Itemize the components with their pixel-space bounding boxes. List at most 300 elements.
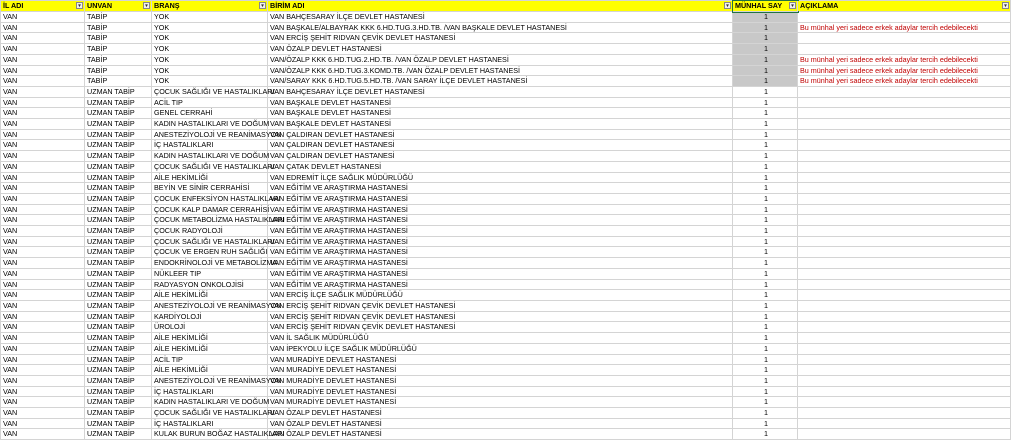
filter-dropdown-icon[interactable]: ▾ [789, 2, 796, 9]
cell-il[interactable]: VAN [1, 161, 85, 172]
cell-munhal[interactable]: 1 [733, 204, 798, 215]
cell-aciklama[interactable] [798, 311, 1011, 322]
cell-brans[interactable]: KULAK BURUN BOĞAZ HASTALIKLARI [152, 429, 268, 440]
cell-munhal[interactable]: 1 [733, 97, 798, 108]
cell-unvan[interactable]: UZMAN TABİP [85, 119, 152, 130]
cell-brans[interactable]: AİLE HEKİMLİĞİ [152, 333, 268, 344]
cell-il[interactable]: VAN [1, 365, 85, 376]
cell-unvan[interactable]: UZMAN TABİP [85, 418, 152, 429]
cell-aciklama[interactable] [798, 258, 1011, 269]
cell-brans[interactable]: KADIN HASTALIKLARI VE DOĞUM [152, 119, 268, 130]
table-body [1, 12, 1011, 440]
cell-munhal[interactable]: 1 [733, 322, 798, 333]
cell-aciklama[interactable] [798, 129, 1011, 140]
cell-munhal[interactable]: 1 [733, 354, 798, 365]
filter-dropdown-icon[interactable]: ▾ [143, 2, 150, 9]
cell-munhal[interactable]: 1 [733, 44, 798, 55]
cell-birim[interactable]: VAN EĞİTİM VE ARAŞTIRMA HASTANESİ [268, 193, 733, 204]
cell-birim[interactable]: VAN ERCİŞ ŞEHİT RIDVAN ÇEVİK DEVLET HASTANESİ [268, 33, 733, 44]
cell-unvan[interactable]: UZMAN TABİP [85, 226, 152, 237]
table-row [1, 236, 1011, 247]
cell-aciklama[interactable]: Bu münhal yeri sadece erkek adaylar tercih edebilecekti [798, 65, 1011, 76]
cell-brans[interactable]: ÇOCUK VE ERGEN RUH SAĞLIĞI [152, 247, 268, 258]
table-row [1, 375, 1011, 386]
table-row [1, 354, 1011, 365]
cell-il[interactable]: VAN [1, 97, 85, 108]
cell-birim[interactable]: VAN İPEKYOLU İLÇE SAĞLIK MÜDÜRLÜĞÜ [268, 343, 733, 354]
table-row [1, 151, 1011, 162]
cell-munhal[interactable]: 1 [733, 226, 798, 237]
cell-aciklama[interactable] [798, 429, 1011, 440]
cell-il[interactable]: VAN [1, 408, 85, 419]
cell-birim[interactable]: VAN EĞİTİM VE ARAŞTIRMA HASTANESİ [268, 236, 733, 247]
cell-unvan[interactable]: UZMAN TABİP [85, 172, 152, 183]
cell-aciklama[interactable] [798, 279, 1011, 290]
cell-brans[interactable]: BEYİN VE SİNİR CERRAHİSİ [152, 183, 268, 194]
cell-unvan[interactable]: UZMAN TABİP [85, 247, 152, 258]
table-row [1, 97, 1011, 108]
cell-brans[interactable]: ACİL TIP [152, 97, 268, 108]
cell-unvan[interactable]: UZMAN TABİP [85, 333, 152, 344]
cell-aciklama[interactable]: Bu münhal yeri sadece erkek adaylar tercih edebilecekti [798, 54, 1011, 65]
cell-unvan[interactable]: UZMAN TABİP [85, 129, 152, 140]
cell-aciklama[interactable] [798, 365, 1011, 376]
cell-aciklama[interactable] [798, 140, 1011, 151]
cell-unvan[interactable]: UZMAN TABİP [85, 161, 152, 172]
table-row [1, 226, 1011, 237]
cell-birim[interactable]: VAN MURADİYE DEVLET HASTANESİ [268, 365, 733, 376]
cell-birim[interactable]: VAN ÇALDIRAN DEVLET HASTANESİ [268, 140, 733, 151]
cell-munhal[interactable]: 1 [733, 258, 798, 269]
cell-aciklama[interactable]: Bu münhal yeri sadece erkek adaylar tercih edebilecekti [798, 76, 1011, 87]
cell-il[interactable]: VAN [1, 140, 85, 151]
cell-birim[interactable]: VAN EĞİTİM VE ARAŞTIRMA HASTANESİ [268, 247, 733, 258]
cell-il[interactable]: VAN [1, 119, 85, 130]
cell-birim[interactable]: VAN BAŞKALE DEVLET HASTANESİ [268, 97, 733, 108]
cell-il[interactable]: VAN [1, 108, 85, 119]
cell-birim[interactable]: VAN MURADİYE DEVLET HASTANESİ [268, 386, 733, 397]
cell-il[interactable]: VAN [1, 311, 85, 322]
cell-brans[interactable]: KADIN HASTALIKLARI VE DOĞUM [152, 151, 268, 162]
cell-il[interactable]: VAN [1, 215, 85, 226]
cell-birim[interactable]: VAN EĞİTİM VE ARAŞTIRMA HASTANESİ [268, 268, 733, 279]
cell-aciklama[interactable] [798, 333, 1011, 344]
cell-aciklama[interactable] [798, 215, 1011, 226]
cell-birim[interactable]: VAN ÇALDIRAN DEVLET HASTANESİ [268, 129, 733, 140]
cell-il[interactable]: VAN [1, 204, 85, 215]
cell-birim[interactable]: VAN/ÖZALP KKK 6.HD.TUG.3.KOMD.TB. /VAN ÖZALP DEVLET HASTANESİ [268, 65, 733, 76]
cell-birim[interactable]: VAN ÖZALP DEVLET HASTANESİ [268, 429, 733, 440]
cell-aciklama[interactable] [798, 33, 1011, 44]
cell-unvan[interactable]: UZMAN TABİP [85, 215, 152, 226]
cell-brans[interactable]: ANESTEZİYOLOJİ VE REANİMASYON [152, 300, 268, 311]
cell-birim[interactable]: VAN ÖZALP DEVLET HASTANESİ [268, 408, 733, 419]
cell-il[interactable]: VAN [1, 44, 85, 55]
table-row [1, 322, 1011, 333]
column-header-il[interactable] [1, 1, 85, 12]
cell-munhal[interactable]: 1 [733, 161, 798, 172]
column-header-munhal[interactable] [733, 1, 798, 12]
table-row [1, 418, 1011, 429]
cell-birim[interactable]: VAN BAŞKALE DEVLET HASTANESİ [268, 119, 733, 130]
table-row [1, 300, 1011, 311]
cell-munhal[interactable]: 1 [733, 408, 798, 419]
table-row [1, 365, 1011, 376]
cell-birim[interactable]: VAN ÖZALP DEVLET HASTANESİ [268, 44, 733, 55]
cell-il[interactable]: VAN [1, 226, 85, 237]
cell-il[interactable]: VAN [1, 386, 85, 397]
cell-birim[interactable]: VAN ÖZALP DEVLET HASTANESİ [268, 418, 733, 429]
cell-brans[interactable]: RADYASYON ONKOLOJİSİ [152, 279, 268, 290]
cell-unvan[interactable]: TABİP [85, 33, 152, 44]
cell-munhal[interactable]: 1 [733, 140, 798, 151]
column-header-aciklama[interactable] [798, 1, 1011, 12]
cell-munhal[interactable]: 1 [733, 333, 798, 344]
cell-aciklama[interactable] [798, 322, 1011, 333]
cell-birim[interactable]: VAN EĞİTİM VE ARAŞTIRMA HASTANESİ [268, 183, 733, 194]
cell-brans[interactable]: NÜKLEER TIP [152, 268, 268, 279]
cell-il[interactable]: VAN [1, 375, 85, 386]
table-row [1, 129, 1011, 140]
cell-birim[interactable]: VAN BAŞKALE DEVLET HASTANESİ [268, 108, 733, 119]
cell-il[interactable]: VAN [1, 65, 85, 76]
cell-unvan[interactable]: UZMAN TABİP [85, 108, 152, 119]
cell-brans[interactable]: AİLE HEKİMLİĞİ [152, 172, 268, 183]
cell-munhal[interactable]: 1 [733, 386, 798, 397]
cell-munhal[interactable]: 1 [733, 193, 798, 204]
cell-aciklama[interactable] [798, 300, 1011, 311]
cell-munhal[interactable]: 1 [733, 151, 798, 162]
cell-munhal[interactable]: 1 [733, 54, 798, 65]
cell-unvan[interactable]: UZMAN TABİP [85, 343, 152, 354]
table-row [1, 343, 1011, 354]
cell-brans[interactable]: YOK [152, 12, 268, 23]
cell-unvan[interactable]: UZMAN TABİP [85, 97, 152, 108]
cell-munhal[interactable]: 1 [733, 108, 798, 119]
cell-il[interactable]: VAN [1, 300, 85, 311]
table-row [1, 397, 1011, 408]
table-row [1, 429, 1011, 440]
cell-il[interactable]: VAN [1, 22, 85, 33]
cell-unvan[interactable]: UZMAN TABİP [85, 151, 152, 162]
table-row [1, 65, 1011, 76]
cell-unvan[interactable]: TABİP [85, 12, 152, 23]
cell-unvan[interactable]: UZMAN TABİP [85, 408, 152, 419]
table-row [1, 258, 1011, 269]
cell-birim[interactable]: VAN EĞİTİM VE ARAŞTIRMA HASTANESİ [268, 215, 733, 226]
header-row [1, 1, 1011, 12]
cell-il[interactable]: VAN [1, 76, 85, 87]
filter-dropdown-icon[interactable]: ▾ [76, 2, 83, 9]
cell-birim[interactable]: VAN ÇALDIRAN DEVLET HASTANESİ [268, 151, 733, 162]
cell-munhal[interactable]: 1 [733, 268, 798, 279]
cell-il[interactable]: VAN [1, 236, 85, 247]
cell-unvan[interactable]: UZMAN TABİP [85, 322, 152, 333]
table-row [1, 86, 1011, 97]
cell-birim[interactable]: VAN EĞİTİM VE ARAŞTIRMA HASTANESİ [268, 258, 733, 269]
cell-brans[interactable]: İÇ HASTALIKLARI [152, 386, 268, 397]
cell-brans[interactable]: ÇOCUK METABOLİZMA HASTALIKLARI [152, 215, 268, 226]
table-row [1, 290, 1011, 301]
cell-munhal[interactable]: 1 [733, 22, 798, 33]
cell-aciklama[interactable] [798, 226, 1011, 237]
cell-munhal[interactable]: 1 [733, 300, 798, 311]
cell-il[interactable]: VAN [1, 54, 85, 65]
table-row [1, 119, 1011, 130]
cell-birim[interactable]: VAN İL SAĞLIK MÜDÜRLÜĞÜ [268, 333, 733, 344]
column-header-birim[interactable] [268, 1, 733, 12]
cell-aciklama[interactable] [798, 119, 1011, 130]
cell-unvan[interactable]: UZMAN TABİP [85, 183, 152, 194]
cell-birim[interactable]: VAN MURADİYE DEVLET HASTANESİ [268, 354, 733, 365]
cell-aciklama[interactable] [798, 108, 1011, 119]
cell-munhal[interactable]: 1 [733, 12, 798, 23]
cell-brans[interactable]: ÇOCUK SAĞLIĞI VE HASTALIKLARI [152, 408, 268, 419]
cell-birim[interactable]: VAN EDREMİT İLÇE SAĞLIK MÜDÜRLÜĞÜ [268, 172, 733, 183]
cell-unvan[interactable]: TABİP [85, 44, 152, 55]
cell-munhal[interactable]: 1 [733, 311, 798, 322]
cell-il[interactable]: VAN [1, 12, 85, 23]
cell-munhal[interactable]: 1 [733, 65, 798, 76]
cell-munhal[interactable]: 1 [733, 429, 798, 440]
table-row [1, 408, 1011, 419]
cell-brans[interactable]: İÇ HASTALIKLARI [152, 140, 268, 151]
filter-dropdown-icon[interactable]: ▾ [259, 2, 266, 9]
cell-il[interactable]: VAN [1, 268, 85, 279]
cell-brans[interactable]: YOK [152, 33, 268, 44]
cell-il[interactable]: VAN [1, 193, 85, 204]
cell-aciklama[interactable]: Bu münhal yeri sadece erkek adaylar tercih edebilecekti [798, 22, 1011, 33]
cell-birim[interactable]: VAN EĞİTİM VE ARAŞTIRMA HASTANESİ [268, 226, 733, 237]
cell-munhal[interactable]: 1 [733, 290, 798, 301]
cell-birim[interactable]: VAN MURADİYE DEVLET HASTANESİ [268, 375, 733, 386]
cell-brans[interactable]: ANESTEZİYOLOJİ VE REANİMASYON [152, 375, 268, 386]
cell-aciklama[interactable] [798, 375, 1011, 386]
column-header-label: BRANŞ [154, 1, 180, 11]
table-row [1, 22, 1011, 33]
cell-aciklama[interactable] [798, 343, 1011, 354]
cell-birim[interactable]: VAN EĞİTİM VE ARAŞTIRMA HASTANESİ [268, 204, 733, 215]
cell-aciklama[interactable] [798, 268, 1011, 279]
cell-birim[interactable]: VAN ERCİŞ ŞEHİT RIDVAN ÇEVİK DEVLET HASTANESİ [268, 322, 733, 333]
table-row [1, 279, 1011, 290]
cell-unvan[interactable]: UZMAN TABİP [85, 258, 152, 269]
cell-il[interactable]: VAN [1, 343, 85, 354]
table-row [1, 12, 1011, 23]
cell-munhal[interactable]: 1 [733, 129, 798, 140]
cell-birim[interactable]: VAN ERCİŞ ŞEHİT RIDVAN ÇEVİK DEVLET HASTANESİ [268, 300, 733, 311]
table-row [1, 54, 1011, 65]
cell-munhal[interactable]: 1 [733, 215, 798, 226]
cell-il[interactable]: VAN [1, 397, 85, 408]
cell-brans[interactable]: KADIN HASTALIKLARI VE DOĞUM [152, 397, 268, 408]
cell-aciklama[interactable] [798, 183, 1011, 194]
column-header-label: BİRİM ADI [270, 1, 305, 11]
cell-aciklama[interactable] [798, 397, 1011, 408]
cell-brans[interactable]: GENEL CERRAHİ [152, 108, 268, 119]
cell-unvan[interactable]: UZMAN TABİP [85, 386, 152, 397]
cell-unvan[interactable]: UZMAN TABİP [85, 86, 152, 97]
cell-aciklama[interactable] [798, 247, 1011, 258]
cell-aciklama[interactable] [798, 193, 1011, 204]
cell-il[interactable]: VAN [1, 429, 85, 440]
cell-brans[interactable]: İÇ HASTALIKLARI [152, 418, 268, 429]
cell-unvan[interactable]: TABİP [85, 54, 152, 65]
cell-unvan[interactable]: UZMAN TABİP [85, 268, 152, 279]
cell-brans[interactable]: ÇOCUK SAĞLIĞI VE HASTALIKLARI [152, 236, 268, 247]
cell-il[interactable]: VAN [1, 258, 85, 269]
cell-unvan[interactable]: UZMAN TABİP [85, 236, 152, 247]
cell-unvan[interactable]: UZMAN TABİP [85, 279, 152, 290]
cell-il[interactable]: VAN [1, 33, 85, 44]
cell-munhal[interactable]: 1 [733, 418, 798, 429]
cell-il[interactable]: VAN [1, 172, 85, 183]
cell-brans[interactable]: ÇOCUK ENFEKSİYON HASTALIKLARI [152, 193, 268, 204]
cell-munhal[interactable]: 1 [733, 33, 798, 44]
cell-unvan[interactable]: UZMAN TABİP [85, 140, 152, 151]
cell-munhal[interactable]: 1 [733, 76, 798, 87]
cell-munhal[interactable]: 1 [733, 397, 798, 408]
cell-birim[interactable]: VAN EĞİTİM VE ARAŞTIRMA HASTANESİ [268, 279, 733, 290]
column-header-label: UNVAN [87, 1, 113, 11]
cell-unvan[interactable]: TABİP [85, 65, 152, 76]
cell-brans[interactable]: YOK [152, 65, 268, 76]
cell-brans[interactable]: ÇOCUK RADYOLOJİ [152, 226, 268, 237]
cell-birim[interactable]: VAN MURADİYE DEVLET HASTANESİ [268, 397, 733, 408]
table-row [1, 76, 1011, 87]
table-row [1, 204, 1011, 215]
table-row [1, 33, 1011, 44]
table-row [1, 44, 1011, 55]
cell-il[interactable]: VAN [1, 354, 85, 365]
cell-munhal[interactable]: 1 [733, 172, 798, 183]
cell-aciklama[interactable] [798, 151, 1011, 162]
cell-brans[interactable]: ENDOKRİNOLOJİ VE METABOLİZMA [152, 258, 268, 269]
cell-brans[interactable]: AİLE HEKİMLİĞİ [152, 365, 268, 376]
table-row [1, 311, 1011, 322]
cell-il[interactable]: VAN [1, 279, 85, 290]
cell-munhal[interactable]: 1 [733, 365, 798, 376]
cell-unvan[interactable]: TABİP [85, 22, 152, 33]
cell-munhal[interactable]: 1 [733, 86, 798, 97]
cell-brans[interactable]: ANESTEZİYOLOJİ VE REANİMASYON [152, 129, 268, 140]
cell-unvan[interactable]: UZMAN TABİP [85, 354, 152, 365]
cell-munhal[interactable]: 1 [733, 236, 798, 247]
table-row [1, 183, 1011, 194]
cell-il[interactable]: VAN [1, 322, 85, 333]
table-row [1, 268, 1011, 279]
cell-brans[interactable]: KARDİYOLOJİ [152, 311, 268, 322]
cell-unvan[interactable]: UZMAN TABİP [85, 193, 152, 204]
cell-unvan[interactable]: UZMAN TABİP [85, 365, 152, 376]
cell-il[interactable]: VAN [1, 247, 85, 258]
cell-brans[interactable]: ÇOCUK KALP DAMAR CERRAHİSİ [152, 204, 268, 215]
cell-aciklama[interactable] [798, 386, 1011, 397]
cell-brans[interactable]: ÇOCUK SAĞLIĞI VE HASTALIKLARI [152, 86, 268, 97]
cell-birim[interactable]: VAN/SARAY KKK 6.HD.TUG.5.HD.TB. /VAN SARAY İLÇE DEVLET HASTANESİ [268, 76, 733, 87]
cell-unvan[interactable]: UZMAN TABİP [85, 311, 152, 322]
cell-il[interactable]: VAN [1, 333, 85, 344]
table-row [1, 386, 1011, 397]
cell-brans[interactable]: YOK [152, 76, 268, 87]
cell-aciklama[interactable] [798, 204, 1011, 215]
cell-munhal[interactable]: 1 [733, 247, 798, 258]
cell-il[interactable]: VAN [1, 290, 85, 301]
cell-birim[interactable]: VAN ÇATAK DEVLET HASTANESİ [268, 161, 733, 172]
cell-birim[interactable]: VAN ERCİŞ ŞEHİT RIDVAN ÇEVİK DEVLET HASTANESİ [268, 311, 733, 322]
cell-birim[interactable]: VAN BAHÇESARAY İLÇE DEVLET HASTANESİ [268, 86, 733, 97]
cell-aciklama[interactable] [798, 86, 1011, 97]
cell-aciklama[interactable] [798, 290, 1011, 301]
table-row [1, 333, 1011, 344]
cell-birim[interactable]: VAN/ÖZALP KKK 6.HD.TUG.2.HD.TB. /VAN ÖZALP DEVLET HASTANESİ [268, 54, 733, 65]
cell-brans[interactable]: YOK [152, 44, 268, 55]
table-row [1, 193, 1011, 204]
cell-aciklama[interactable] [798, 236, 1011, 247]
cell-il[interactable]: VAN [1, 129, 85, 140]
column-header-brans[interactable] [152, 1, 268, 12]
cell-il[interactable]: VAN [1, 183, 85, 194]
cell-aciklama[interactable] [798, 418, 1011, 429]
table-row [1, 108, 1011, 119]
cell-aciklama[interactable] [798, 354, 1011, 365]
table-row [1, 247, 1011, 258]
table-row [1, 172, 1011, 183]
cell-unvan[interactable]: UZMAN TABİP [85, 397, 152, 408]
cell-unvan[interactable]: TABİP [85, 76, 152, 87]
cell-munhal[interactable]: 1 [733, 183, 798, 194]
cell-aciklama[interactable] [798, 12, 1011, 23]
cell-aciklama[interactable] [798, 161, 1011, 172]
cell-brans[interactable]: ÜROLOJİ [152, 322, 268, 333]
cell-munhal[interactable]: 1 [733, 279, 798, 290]
table-row [1, 161, 1011, 172]
filter-dropdown-icon[interactable]: ▾ [1002, 2, 1009, 9]
cell-brans[interactable]: AİLE HEKİMLİĞİ [152, 343, 268, 354]
cell-munhal[interactable]: 1 [733, 375, 798, 386]
cell-birim[interactable]: VAN BAŞKALE/ALBAYRAK KKK 6.HD.TUG.3.HD.TB. /VAN BAŞKALE DEVLET HASTANESİ [268, 22, 733, 33]
cell-unvan[interactable]: UZMAN TABİP [85, 300, 152, 311]
cell-unvan[interactable]: UZMAN TABİP [85, 204, 152, 215]
cell-brans[interactable]: YOK [152, 22, 268, 33]
cell-birim[interactable]: VAN BAHÇESARAY İLÇE DEVLET HASTANESİ [268, 12, 733, 23]
cell-aciklama[interactable] [798, 172, 1011, 183]
cell-brans[interactable]: AİLE HEKİMLİĞİ [152, 290, 268, 301]
cell-il[interactable]: VAN [1, 151, 85, 162]
table-row [1, 215, 1011, 226]
cell-il[interactable]: VAN [1, 86, 85, 97]
cell-birim[interactable]: VAN ERCİŞ İLÇE SAĞLIK MÜDÜRLÜĞÜ [268, 290, 733, 301]
cell-il[interactable]: VAN [1, 418, 85, 429]
column-header-label: İL ADI [3, 1, 24, 11]
column-header-unvan[interactable] [85, 1, 152, 12]
cell-unvan[interactable]: UZMAN TABİP [85, 290, 152, 301]
column-header-label: AÇIKLAMA [800, 1, 839, 11]
cell-unvan[interactable]: UZMAN TABİP [85, 375, 152, 386]
filter-dropdown-icon[interactable]: ▾ [724, 2, 731, 9]
cell-aciklama[interactable] [798, 44, 1011, 55]
table-row [1, 140, 1011, 151]
cell-munhal[interactable]: 1 [733, 343, 798, 354]
cell-aciklama[interactable] [798, 408, 1011, 419]
cell-aciklama[interactable] [798, 97, 1011, 108]
cell-munhal[interactable]: 1 [733, 119, 798, 130]
cell-brans[interactable]: ACİL TIP [152, 354, 268, 365]
column-header-label: MÜNHAL SAY [735, 1, 783, 11]
cell-unvan[interactable]: UZMAN TABİP [85, 429, 152, 440]
cell-brans[interactable]: ÇOCUK SAĞLIĞI VE HASTALIKLARI [152, 161, 268, 172]
cell-brans[interactable]: YOK [152, 54, 268, 65]
